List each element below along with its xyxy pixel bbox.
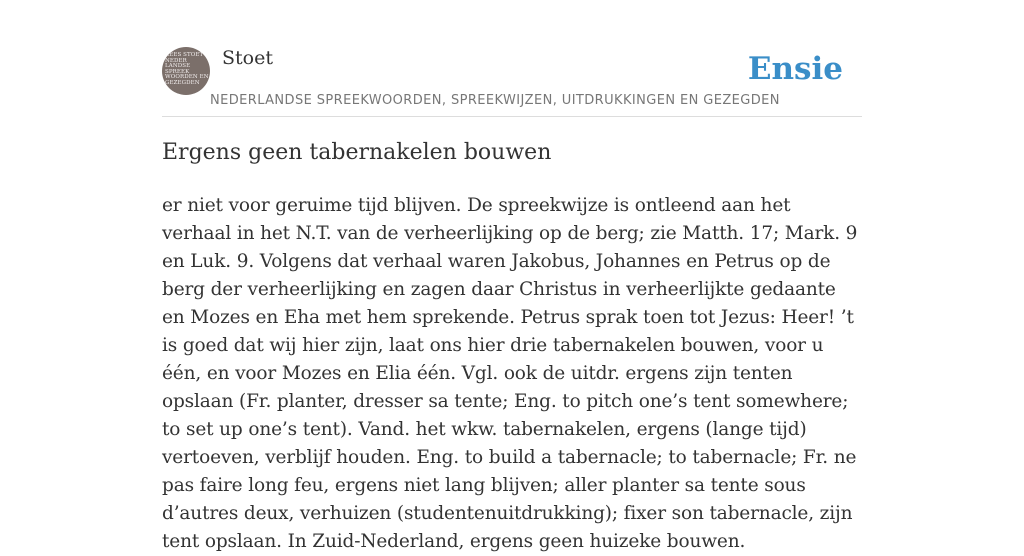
entry-body: er niet voor geruime tijd blijven. De spreekwijze is ontleend aan het verhaal in het N.T. van de verheerlijking op de berg; zie Matth. 17; Mark. 9 en Luk. 9. Volgens dat verhaal waren Jakobus, Johannes en Petrus op de berg der verheerlijking en zagen daar Christus in verheerlijkte gedaante en Mozes en Eha met hem sprekende. Petrus sprak toen tot Jezus: Heer! ’t is goed dat wij hier zijn, laat ons hier drie tabernakelen bouwen, voor u één, en voor Mozes en Elia één. Vgl. ook de uitdr. ergens zijn tenten opslaan (Fr. planter, dresser sa tente; Eng. to pitch one’s tent somewhere; to set up one’s tent). Vand. het wkw. tabernakelen, ergens (lange tijd) vertoeven, verblijf houden. Eng. to build a tabernacle; to tabernacle; Fr. ne pas faire long feu, ergens niet lang blijven; aller planter sa tente sous d’autres deux, verhuizen (studentenuitdrukking); fixer son tabernacle, zijn tent opslaan. In Zuid-Nederland, ergens geen huizeke bouwen. bbox=[162, 195, 858, 552]
site-header bbox=[162, 46, 862, 117]
avatar-logo-text: KEES STOET NEDER LANDSE SPREEK WOORDEN EN GEZEGDEN bbox=[165, 52, 209, 86]
source-subtitle[interactable]: NEDERLANDSE SPREEKWOORDEN, SPREEKWIJZEN, UITDRUKKINGEN EN GEZEGDEN bbox=[210, 93, 780, 108]
ensie-logo[interactable]: Ensie bbox=[747, 51, 843, 87]
entry-title: Ergens geen tabernakelen bouwen bbox=[162, 140, 552, 165]
author-name[interactable]: Stoet bbox=[222, 47, 273, 69]
author-avatar[interactable] bbox=[162, 47, 210, 95]
